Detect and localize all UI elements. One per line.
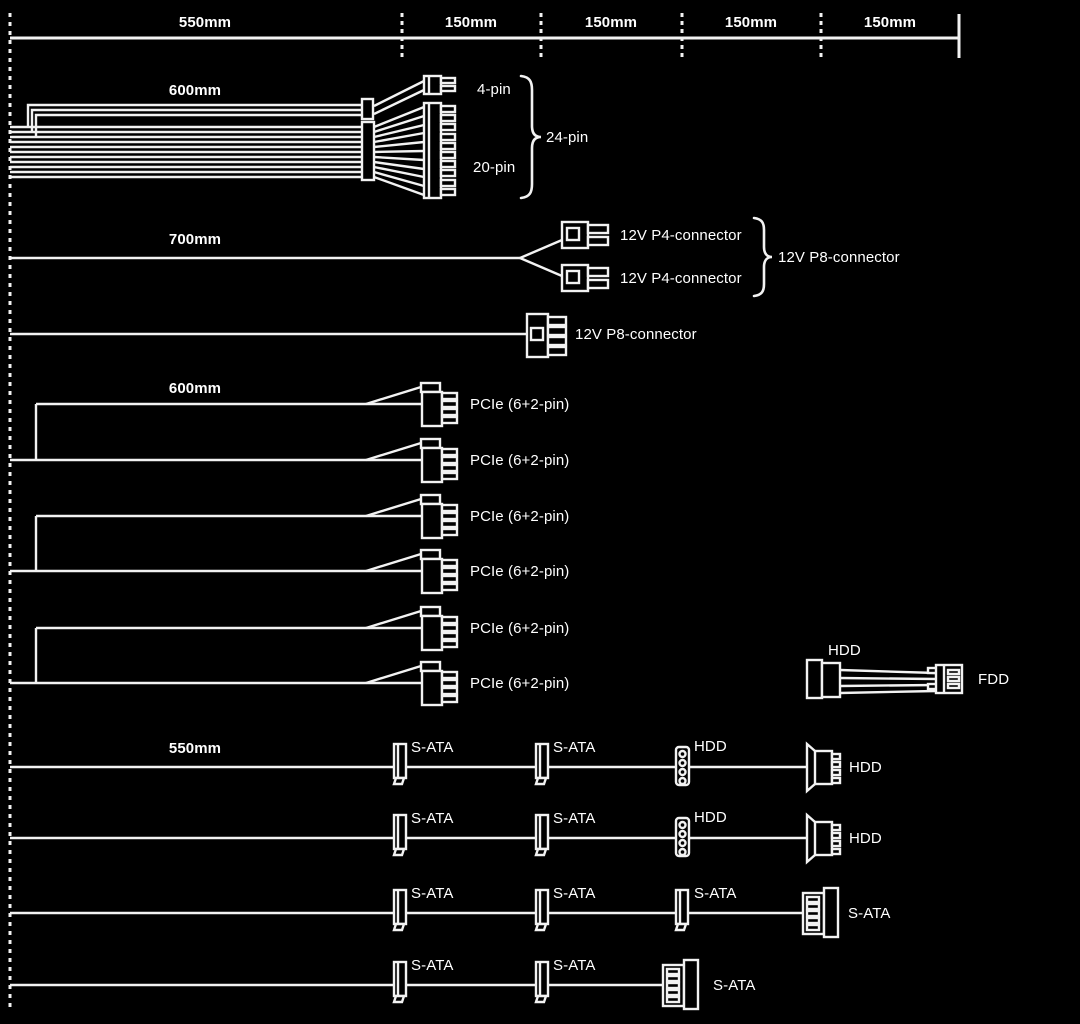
label-r1-hdd-1: HDD xyxy=(694,738,727,755)
connector-pcie-5-icon xyxy=(421,607,457,650)
label-pcie-2: PCIe (6+2-pin) xyxy=(470,452,570,469)
connector-sata-inline-icon xyxy=(394,890,406,930)
label-r1-sata-1: S-ATA xyxy=(411,739,454,756)
label-4pin: 4-pin xyxy=(477,81,511,98)
label-pcie-6: PCIe (6+2-pin) xyxy=(470,675,570,692)
connector-p4-bottom-icon xyxy=(562,265,608,291)
atx-length-label: 600mm xyxy=(168,82,222,99)
connector-sata-end-icon xyxy=(803,888,838,937)
connector-hdd-end-icon xyxy=(807,815,840,862)
connector-p8-icon xyxy=(527,314,566,357)
ruler-label-150mm-2: 150mm xyxy=(584,14,638,31)
connector-sata-inline-icon xyxy=(536,744,548,784)
peripheral-row-2 xyxy=(10,809,882,862)
connector-pcie-3-icon xyxy=(421,495,457,538)
connector-4pin-icon xyxy=(424,76,455,94)
connector-sata-inline-icon xyxy=(676,890,688,930)
label-r3-sata-2: S-ATA xyxy=(553,885,596,902)
ruler-label-150mm-3: 150mm xyxy=(724,14,778,31)
brace-p8 xyxy=(754,218,772,296)
label-p8-brace: 12V P8-connector xyxy=(778,249,900,266)
connector-20pin-icon xyxy=(424,103,455,198)
label-adapter-fdd: FDD xyxy=(978,671,1010,688)
peripheral-row-1 xyxy=(10,738,882,791)
cable-tie-small xyxy=(362,99,373,119)
label-r4-sata-2: S-ATA xyxy=(553,957,596,974)
peripheral-length-label: 550mm xyxy=(168,740,222,757)
connector-pcie-4-icon xyxy=(421,550,457,593)
label-r2-hdd-2: HDD xyxy=(849,830,882,847)
connector-pcie-6-icon xyxy=(421,662,457,705)
pcie-length-label: 600mm xyxy=(168,380,222,397)
label-r2-hdd-1: HDD xyxy=(694,809,727,826)
label-r3-sata-3: S-ATA xyxy=(694,885,737,902)
label-pcie-5: PCIe (6+2-pin) xyxy=(470,620,570,637)
connector-hdd-inline-icon xyxy=(676,747,689,785)
label-24pin: 24-pin xyxy=(546,129,589,146)
label-pcie-4: PCIe (6+2-pin) xyxy=(470,563,570,580)
cable-tie-large xyxy=(362,122,374,180)
ruler xyxy=(10,13,959,58)
cpu-p4p4-cable xyxy=(10,218,900,296)
pcie-cables xyxy=(10,380,569,705)
label-pcie-3: PCIe (6+2-pin) xyxy=(470,508,570,525)
connector-sata-inline-icon xyxy=(536,890,548,930)
label-r4-sata-1: S-ATA xyxy=(411,957,454,974)
label-adapter-hdd: HDD xyxy=(828,642,861,659)
connector-p4-top-icon xyxy=(562,222,608,248)
label-r1-sata-2: S-ATA xyxy=(553,739,596,756)
label-r2-sata-2: S-ATA xyxy=(553,810,596,827)
peripheral-row-3 xyxy=(10,885,890,937)
label-p4-bottom: 12V P4-connector xyxy=(620,270,742,287)
connector-hdd-end-icon xyxy=(807,744,840,791)
connector-hdd-inline-icon xyxy=(676,818,689,856)
label-p8-single: 12V P8-connector xyxy=(575,326,697,343)
hdd-fdd-adapter xyxy=(807,642,1009,698)
label-p4-top: 12V P4-connector xyxy=(620,227,742,244)
ruler-label-150mm-1: 150mm xyxy=(444,14,498,31)
connector-sata-inline-icon xyxy=(394,962,406,1002)
label-r2-sata-1: S-ATA xyxy=(411,810,454,827)
label-r3-sata-4: S-ATA xyxy=(848,905,891,922)
label-20pin: 20-pin xyxy=(473,159,516,176)
cpu-length-label: 700mm xyxy=(168,231,222,248)
connector-sata-inline-icon xyxy=(394,744,406,784)
connector-sata-inline-icon xyxy=(536,815,548,855)
connector-hdd-male-icon xyxy=(807,660,840,698)
brace-24pin xyxy=(521,76,541,198)
ruler-label-550mm: 550mm xyxy=(178,14,232,31)
label-r1-hdd-2: HDD xyxy=(849,759,882,776)
connector-sata-inline-icon xyxy=(536,962,548,1002)
connector-pcie-2-icon xyxy=(421,439,457,482)
atx-wire-bundle xyxy=(10,105,363,177)
label-r4-sata-3: S-ATA xyxy=(713,977,756,994)
atx-24pin-cable xyxy=(10,76,588,198)
cpu-p8-cable xyxy=(10,314,697,357)
atx-20pin-fan xyxy=(374,107,424,195)
label-r3-sata-1: S-ATA xyxy=(411,885,454,902)
ruler-label-150mm-4: 150mm xyxy=(863,14,917,31)
connector-pcie-1-icon xyxy=(421,383,457,426)
connector-sata-inline-icon xyxy=(394,815,406,855)
label-pcie-1: PCIe (6+2-pin) xyxy=(470,396,570,413)
peripheral-row-4 xyxy=(10,957,755,1009)
connector-sata-end-icon xyxy=(663,960,698,1009)
